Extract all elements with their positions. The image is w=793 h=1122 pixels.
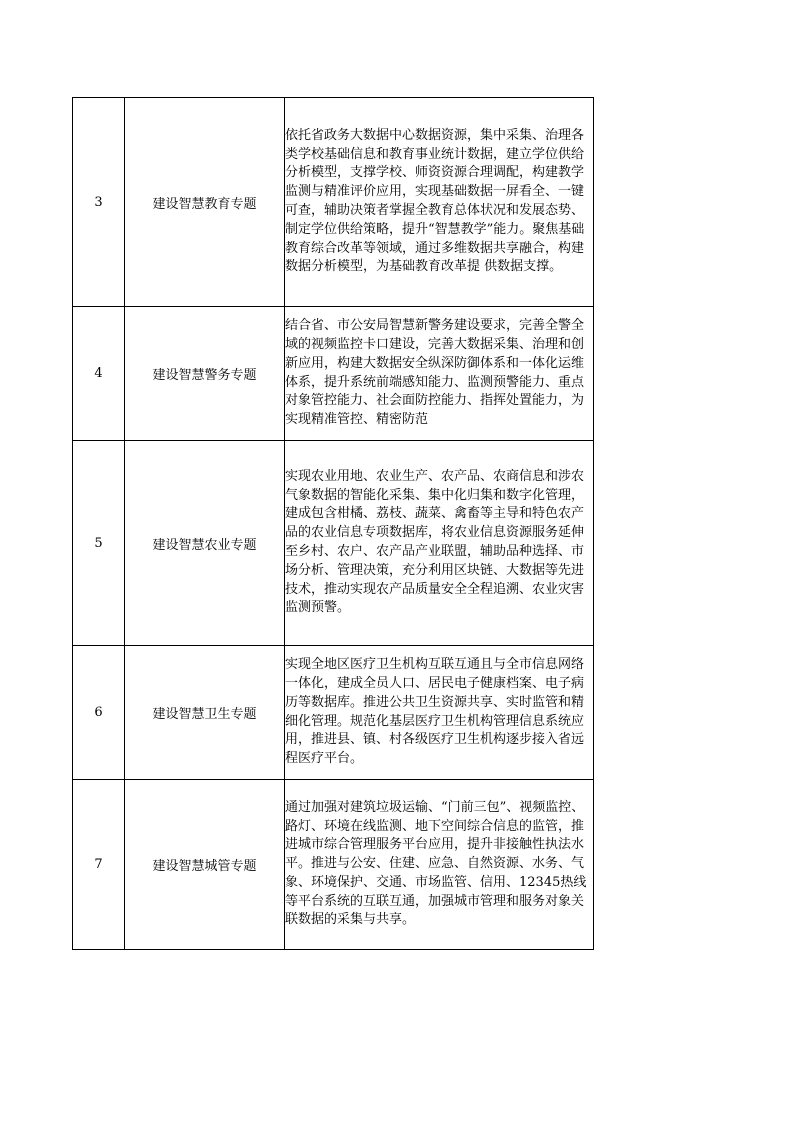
project-name: 建设智慧警务专题 — [125, 307, 285, 441]
project-description — [285, 98, 594, 307]
project-name: 建设智慧教育专题 — [125, 98, 285, 307]
description-text: 实现农业用地、农业生产、农产品、农商信息和涉农气象数据的智能化采集、集中化归集和数字化管理，建成包含柑橘、荔枝、蔬菜、禽畜等主导和特色农产品的农业信息专项数据库，将农业信息资源服务延伸至乡村、农户、农产品产业联盟，辅助品种选择、市场分析、管理决策，充分利用区块链、大数据等先进技术，推动实现农产品质量安全全程追溯、农业灾害监测预警。 — [285, 468, 585, 616]
row-number: 7 — [73, 780, 125, 950]
table-row — [73, 646, 594, 780]
row-number: 5 — [73, 441, 125, 646]
table-row — [73, 780, 594, 950]
project-description — [285, 307, 594, 441]
table-row — [73, 441, 594, 646]
project-name: 建设智慧卫生专题 — [125, 646, 285, 780]
project-description — [285, 646, 594, 780]
row-number: 6 — [73, 646, 125, 780]
project-name: 建设智慧城管专题 — [125, 780, 285, 950]
table-row — [73, 98, 594, 307]
row-number: 4 — [73, 307, 125, 441]
projects-table — [72, 97, 594, 950]
table-row — [73, 307, 594, 441]
description-text: 依托省政务大数据中心数据资源，集中采集、治理各类学校基础信息和教育事业统计数据，建立学位供给分析模型，支撑学校、师资资源合理调配，构建教学监测与精准评价应用，实现基础数据一屏看全、一键可查，辅助决策者掌握全教育总体状况和发展态势、制定学位供给策略，提升“智慧教学”能力。聚焦基础教育综合改革等领域，通过多维数据共享融合，构建数据分析模型，为基础教育改革提 供数据支撑。 — [285, 127, 585, 275]
project-description — [285, 441, 594, 646]
project-description — [285, 780, 594, 950]
project-name: 建设智慧农业专题 — [125, 441, 285, 646]
description-text: 实现全地区医疗卫生机构互联互通且与全市信息网络一体化，建成全员人口、居民电子健康档案、电子病历等数据库。推进公共卫生资源共享、实时监管和精细化管理。规范化基层医疗卫生机构管理信息系统应用，推进县、镇、村各级医疗卫生机构逐步接入省远程医疗平台。 — [285, 657, 585, 767]
description-text: 结合省、市公安局智慧新警务建设要求，完善全警全域的视频监控卡口建设，完善大数据采集、治理和创新应用，构建大数据安全纵深防御体系和一体化运维体系，提升系统前端感知能力、监测预警能力、重点对象管控能力、社会面防控能力、指挥处置能力，为实现精准管控、精密防范 — [285, 318, 585, 428]
row-number: 3 — [73, 98, 125, 307]
description-text: 通过加强对建筑垃圾运输、“门前三包”、视频监控、路灯、环境在线监测、地下空间综合信息的监管，推进城市综合管理服务平台应用，提升非接触性执法水平。推进与公安、住建、应急、自然资源、水务、气象、环境保护、交通、市场监管、信用、12345热线等平台系统的互联互通，加强城市管理和服务对象关联数据的采集与共享。 — [285, 799, 587, 928]
